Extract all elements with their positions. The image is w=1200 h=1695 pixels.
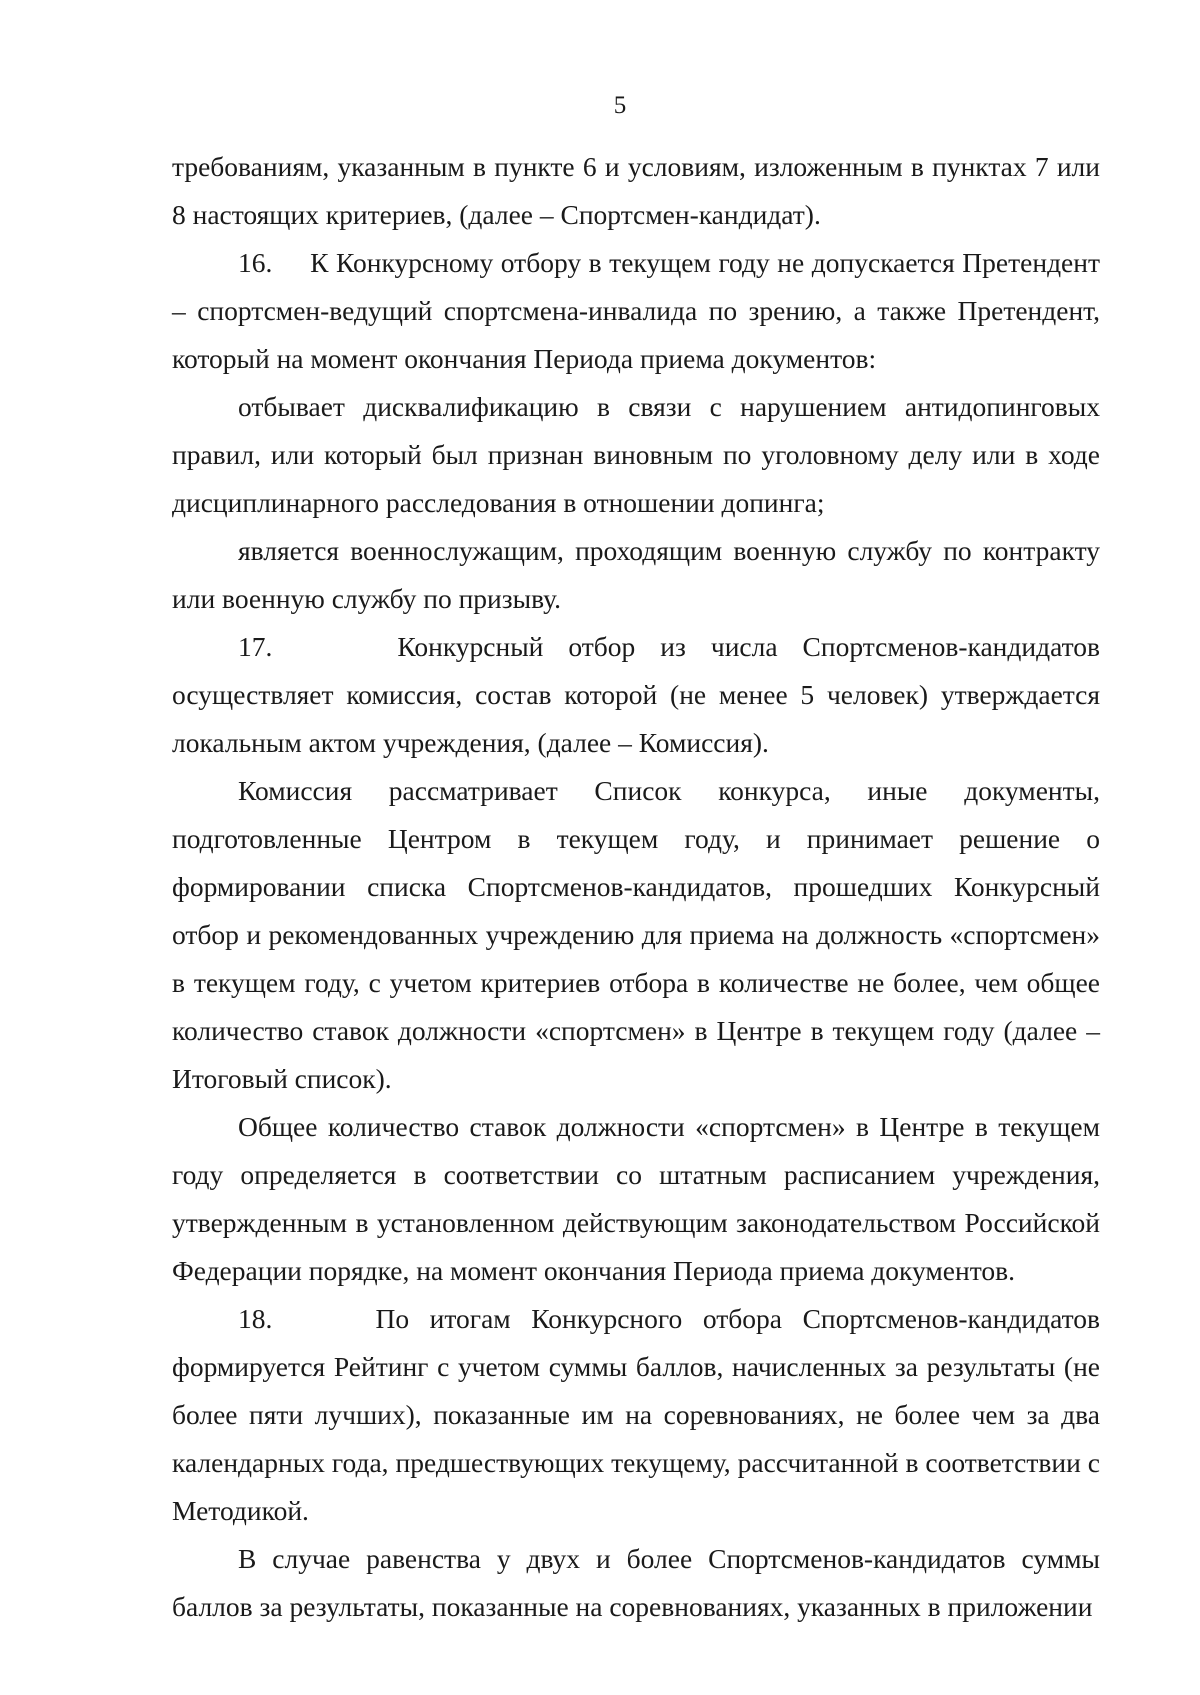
paragraph-continuation: требованиям, указанным в пункте 6 и условиям, изложенным в пунктах 7 или 8 настоящих критериев, (далее – Спортсмен-кандидат). — [172, 151, 1100, 230]
paragraph-16: 16. К Конкурсному отбору в текущем году не допускается Претендент – спортсмен-ведущий спортсмена-инвалида по зрению, а также Претендент, который на момент окончания Периода приема документов: — [172, 247, 1100, 374]
paragraph-tie-break: В случае равенства у двух и более Спортсменов-кандидатов суммы баллов за результаты, показанные на соревнованиях, указанных в приложении — [172, 1543, 1100, 1622]
page-number: 5 — [613, 92, 627, 119]
paragraph-commission: Комиссия рассматривает Список конкурса, иные документы, подготовленные Центром в текущем году, и принимает решение о формировании списка Спортсменов-кандидатов, прошедших Конкурсный отбор и рекомендованных учреждению для приема на должность «спортсмен» в текущем году, с учетом критериев отбора в количестве не более, чем общее количество ставок должности «спортсмен» в Центре в текущем году (далее – Итоговый список). — [172, 775, 1100, 1094]
paragraph-military: является военнослужащим, проходящим военную службу по контракту или военную службу по призыву. — [172, 535, 1100, 614]
paragraph-17: 17. Конкурсный отбор из числа Спортсменов-кандидатов осуществляет комиссия, состав которой (не менее 5 человек) утверждается локальным актом учреждения, (далее – Комиссия). — [172, 631, 1100, 758]
paragraph-staff-count: Общее количество ставок должности «спортсмен» в Центре в текущем году определяется в соответствии со штатным расписанием учреждения, утвержденным в установленном действующим законодательством Российской Федерации порядке, на момент окончания Периода приема документов. — [172, 1111, 1100, 1286]
paragraph-disqualification: отбывает дисквалификацию в связи с нарушением антидопинговых правил, или который был признан виновным по уголовному делу или в ходе дисциплинарного расследования в отношении допинга; — [172, 391, 1100, 518]
paragraph-18: 18. По итогам Конкурсного отбора Спортсменов-кандидатов формируется Рейтинг с учетом суммы баллов, начисленных за результаты (не более пяти лучших), показанные им на соревнованиях, не более чем за два календарных года, предшествующих текущему, рассчитанной в соответствии с Методикой. — [172, 1303, 1100, 1526]
document-body — [172, 143, 1100, 1631]
